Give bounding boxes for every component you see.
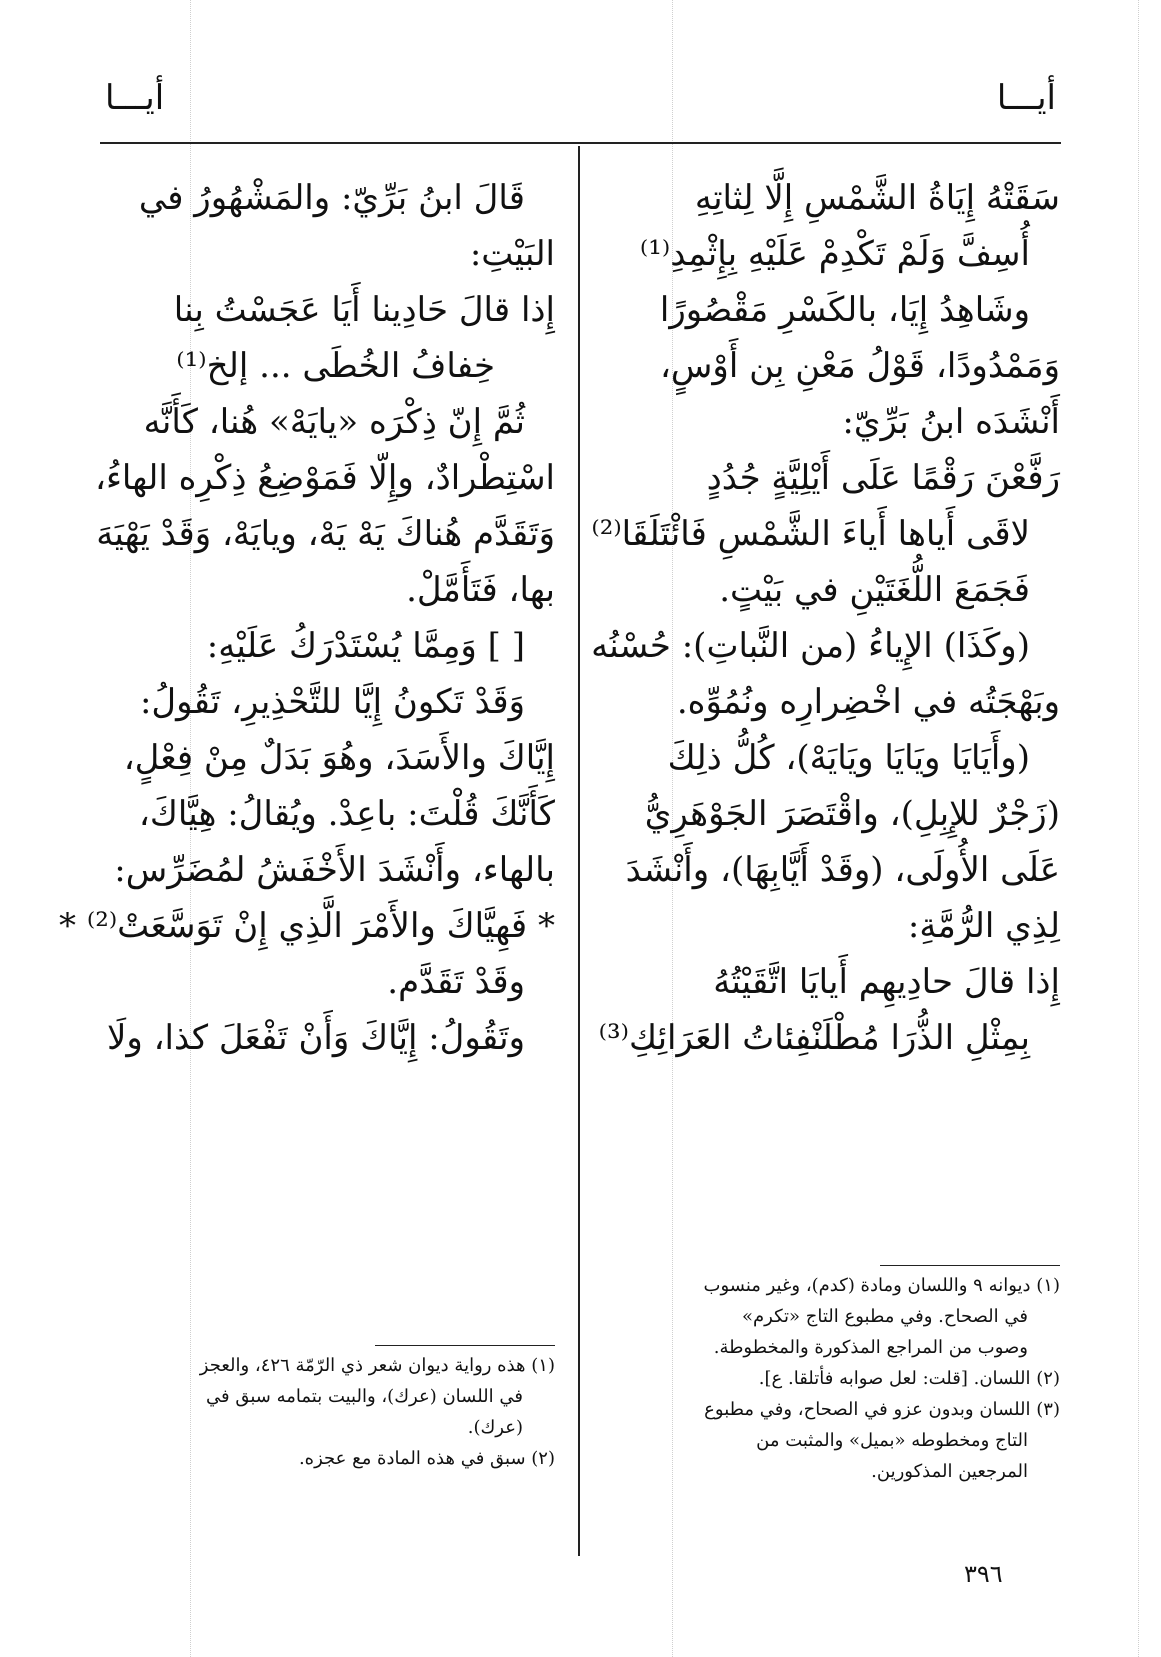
- scan-guide-line: [1138, 0, 1139, 1657]
- text-line: وشَاهِدُ إِيَا، بالكَسْرِ مَقْصُورًا: [659, 290, 1030, 330]
- text-line: اسْتِطْرادٌ، وإِلّا فَمَوْضِعُ ذِكْرِه الهاءُ،: [94, 458, 555, 498]
- text-line: وتَقُولُ: إِيَّاكَ وَأَنْ تَفْعَلَ كذا، ولَا: [106, 1018, 525, 1058]
- footnote-line: (عرك).: [467, 1417, 523, 1438]
- text-line: بالهاء، وأَنْشَدَ الأَخْفَشُ لمُضَرِّس:: [114, 850, 555, 890]
- text-line: إِذا قالَ حَادِينا أَيَا عَجَسْتُ بِنا: [173, 290, 555, 330]
- text-line: بِمِثْلِ الذُّرَا مُطْلَنْفِئاتُ العَرَائِكِ⁽³⁾: [598, 1018, 1030, 1058]
- text-line: سَقَتْهُ إِيَاةُ الشَّمْسِ إِلَّا لِثاتِهِ: [694, 178, 1060, 218]
- text-line: وَمَمْدُودًا، قَوْلُ مَعْنِ بِن أَوْسٍ،: [659, 346, 1060, 386]
- text-line: إِذا قالَ حادِيهِم أَيايَا اتَّقَيْتُهُ: [713, 962, 1060, 1002]
- text-line: وبَهْجَتُه في اخْضِرارِه ونُمُوِّه.: [676, 682, 1060, 722]
- text-line: وَتَقَدَّم هُناكَ يَهْ يَهْ، ويايَهْ، وَقَدْ يَهْيَهَ: [96, 514, 555, 554]
- footnote-line: (١) ديوانه ٩ واللسان ومادة (كدم)، وغير منسوب: [703, 1275, 1060, 1296]
- text-line: إِيَّاكَ والأَسَدَ، وهُوَ بَدَلٌ مِنْ فِعْلٍ،: [123, 738, 555, 778]
- text-line: لِذِي الرُّمَّةِ:: [907, 906, 1060, 946]
- footnote-rule-left: [375, 1345, 555, 1346]
- left-column: [59, 170, 555, 1066]
- text-line: [ ] وَمِمَّا يُسْتَدْرَكُ عَلَيْهِ:: [206, 626, 525, 666]
- text-line: أَنْشَدَه ابنُ بَرِّيّ:: [842, 402, 1060, 442]
- text-line: لاقَى أَياها أَياءَ الشَّمْسِ فَائْتَلَقَا⁽²⁾: [591, 514, 1030, 554]
- text-line: البَيْتِ:: [469, 234, 555, 274]
- column-divider: [578, 146, 580, 1556]
- left-footnotes: [100, 1350, 555, 1474]
- right-column: [591, 170, 1060, 1066]
- text-line: بها، فَتَأَمَّلْ.: [406, 570, 555, 610]
- header-left-word: أيـــا: [105, 78, 165, 118]
- footnote-line: التاج ومخطوطه «بميل» والمثبت من: [756, 1430, 1028, 1451]
- text-line: (زَجْرٌ للإِبِلِ)، واقْتَصَرَ الجَوْهَرِيُّ: [644, 794, 1060, 834]
- text-line: وقَدْ تَقَدَّم.: [387, 962, 525, 1002]
- running-header: [95, 78, 1066, 118]
- right-footnotes: [600, 1270, 1060, 1487]
- footnote-rule-right: [880, 1265, 1060, 1266]
- text-line: ثُمَّ إِنّ ذِكْرَه «يايَهْ» هُنا، كَأَنَّه: [143, 402, 525, 442]
- text-line: (وأَيَايَا ويَايَا ويَايَهْ)، كُلُّ ذلِكَ: [667, 738, 1030, 778]
- text-line: كَأَنَّكَ قُلْتَ: باعِدْ. ويُقالُ: هِيَّاكَ،: [138, 794, 555, 834]
- text-line: قَالَ ابنُ بَرِّيّ: والمَشْهُورُ في: [138, 178, 525, 218]
- footnote-line: في الصحاح. وفي مطبوع التاج «تكرم»: [741, 1306, 1028, 1327]
- footnote-line: (٢) اللسان. [قلت: لعل صوابه فأتلقا. ع].: [758, 1368, 1060, 1389]
- header-right-word: أيـــا: [996, 78, 1056, 118]
- footnote-line: (١) هذه رواية ديوان شعر ذي الرّمّة ٤٢٦، والعجز: [199, 1355, 555, 1376]
- text-line: (وكَذَا) الإِياءُ (من النَّباتِ): حُسْنُه: [591, 626, 1030, 666]
- text-line: وَقَدْ تَكونُ إِيَّا للتَّحْذِيرِ، تَقُولُ:: [139, 682, 525, 722]
- text-line: عَلَى الأُولَى، (وقَدْ أَيَّابِهَا)، وأَنْشَدَ: [625, 850, 1060, 890]
- footnote-line: (٢) سبق في هذه المادة مع عجزه.: [298, 1448, 555, 1469]
- text-line: فَجَمَعَ اللُّغَتَيْنِ في بَيْتٍ.: [719, 570, 1030, 610]
- text-line: أُسِفَّ وَلَمْ تَكْدِمْ عَلَيْهِ بِإِثْمِدِ⁽¹⁾: [639, 234, 1030, 274]
- footnote-line: (٣) اللسان وبدون عزو في الصحاح، وفي مطبوع: [704, 1399, 1060, 1420]
- header-rule: [100, 142, 1061, 144]
- text-line: * فَهِيَّاكَ والأَمْرَ الَّذِي إِنْ تَوَسَّعَتْ⁽²⁾ *: [59, 906, 555, 946]
- text-line: رَفَّعْنَ رَقْمًا عَلَى أَيْلِيَّةٍ جُدُدٍ: [706, 458, 1060, 498]
- text-line: خِفافُ الخُطَى ... إلخ⁽¹⁾: [176, 346, 495, 386]
- footnote-line: في اللسان (عرك)، والبيت بتمامه سبق في: [206, 1386, 523, 1407]
- page-number: ٣٩٦: [964, 1560, 1003, 1588]
- footnote-line: وصوب من المراجع المذكورة والمخطوطة.: [713, 1337, 1028, 1358]
- footnote-line: المرجعين المذكورين.: [871, 1461, 1028, 1482]
